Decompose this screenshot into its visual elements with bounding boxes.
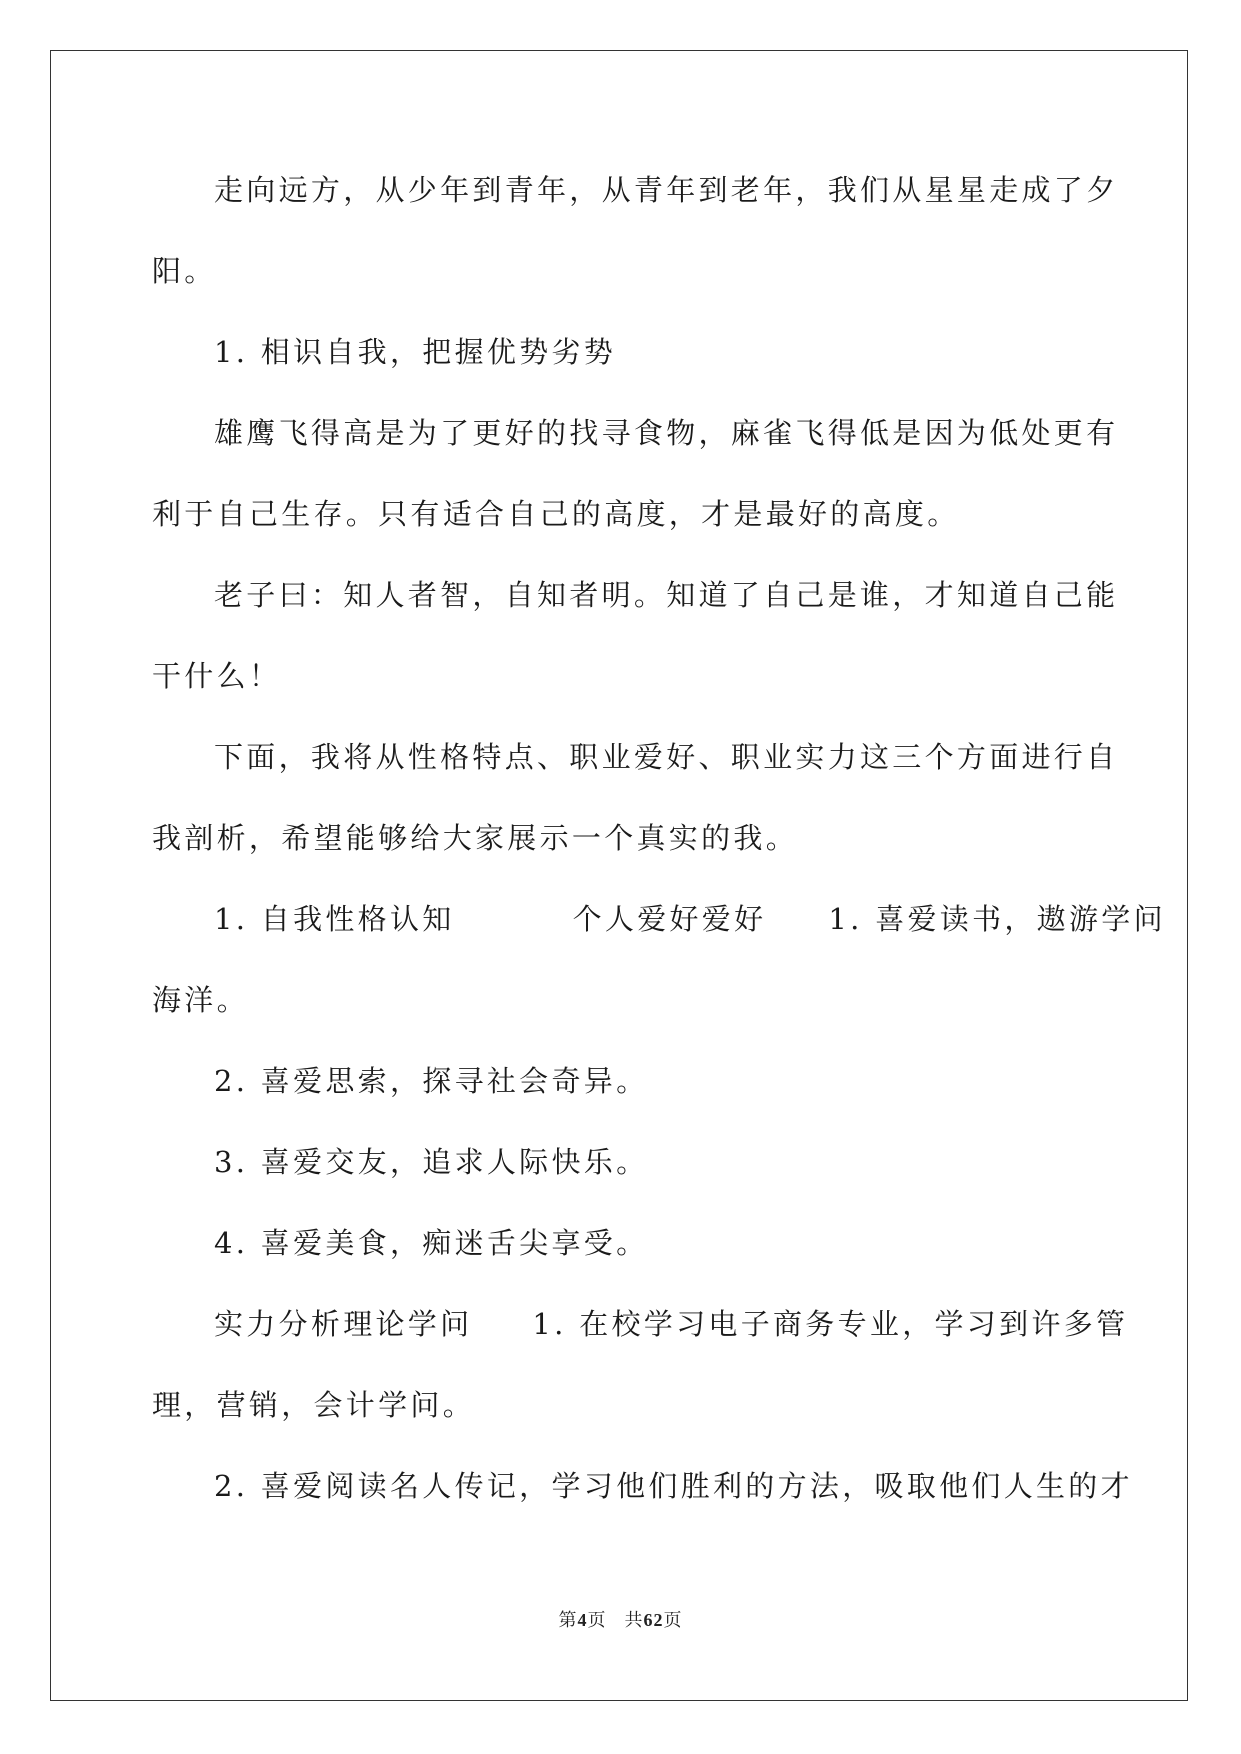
hobby-heading: 个人爱好爱好 <box>572 902 767 936</box>
document-body <box>152 160 1166 1537</box>
paragraph-line: 雄鹰飞得高是为了更好的找寻食物，麻雀飞得低是因为低处更有 <box>214 416 1119 450</box>
paragraph-line: 利于自己生存。只有适合自己的高度，才是最好的高度。 <box>152 497 960 531</box>
total-prefix: 共 <box>624 1610 644 1631</box>
paragraph-line <box>152 1294 1129 1375</box>
paragraph-line: 下面，我将从性格特点、职业爱好、职业实力这三个方面进行自 <box>214 740 1119 774</box>
total-pages: 62 <box>643 1610 664 1630</box>
hobby-item: 1. 喜爱读书，遨游学问 <box>828 902 1166 936</box>
page-number: 4 <box>577 1610 588 1630</box>
paragraph-line: 老子曰：知人者智，自知者明。知道了自己是谁，才知道自己能 <box>214 578 1119 612</box>
page-prefix: 第 <box>558 1610 578 1631</box>
page-footer <box>0 1606 1241 1632</box>
paragraph-line: 阳。 <box>152 254 217 288</box>
list-item: 3. 喜爱交友，追求人际快乐。 <box>214 1145 649 1179</box>
section-heading: 1. 相识自我，把握优势劣势 <box>214 335 617 369</box>
paragraph-line: 干什么！ <box>152 659 282 693</box>
list-item: 4. 喜爱美食，痴迷舌尖享受。 <box>214 1226 649 1260</box>
paragraph-line: 我剖析，希望能够给大家展示一个真实的我。 <box>152 821 799 855</box>
personality-heading: 1. 自我性格认知 <box>214 902 455 936</box>
list-item: 2. 喜爱阅读名人传记，学习他们胜利的方法，吸取他们人生的才 <box>214 1469 1133 1503</box>
paragraph-line: 理，营销，会计学问。 <box>152 1388 476 1422</box>
paragraph-line <box>152 889 1166 970</box>
list-item: 2. 喜爱思索，探寻社会奇异。 <box>214 1064 649 1098</box>
ability-item: 1. 在校学习电子商务专业，学习到许多管 <box>532 1307 1129 1341</box>
total-suffix: 页 <box>663 1610 683 1631</box>
page-suffix: 页 <box>587 1610 607 1631</box>
paragraph-line: 走向远方，从少年到青年，从青年到老年，我们从星星走成了夕 <box>214 173 1119 207</box>
ability-heading: 实力分析理论学问 <box>214 1307 473 1341</box>
paragraph-line: 海洋。 <box>152 983 249 1017</box>
